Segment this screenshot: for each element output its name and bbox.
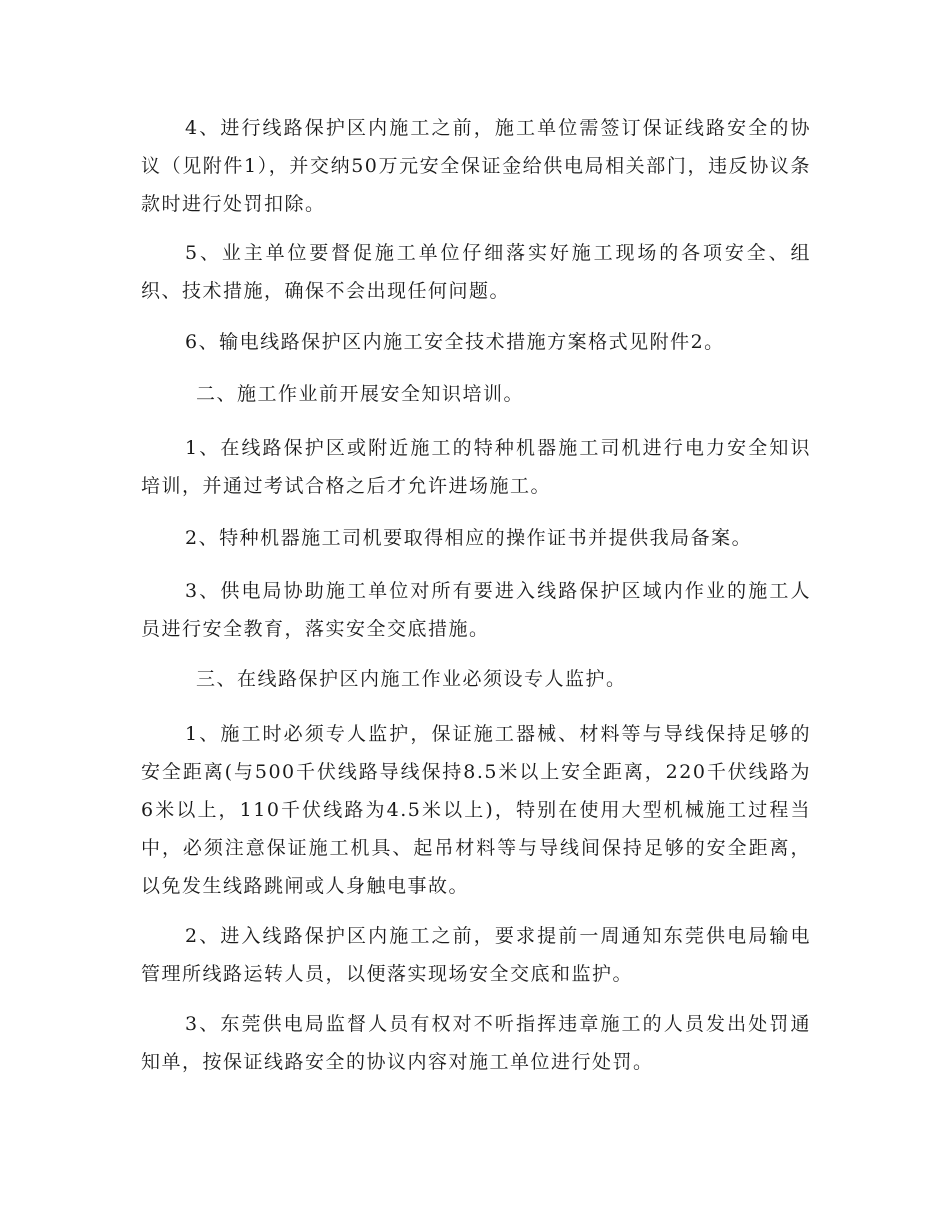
paragraph-safety-education: 3、供电局协助施工单位对所有要进入线路保护区域内作业的施工人员进行安全教育，落实安全交底措施。 (141, 580, 811, 640)
paragraph-deposit-agreement: 4、进行线路保护区内施工之前，施工单位需签订保证线路安全的协议（见附件1），并交纳50万元安全保证金给供电局相关部门，违反协议条款时进行处罚扣除。 (141, 117, 811, 215)
paragraph-driver-training: 1、在线路保护区或附近施工的特种机器施工司机进行电力安全知识培训，并通过考试合格之后才允许进场施工。 (141, 437, 811, 497)
paragraph-advance-notice: 2、进入线路保护区内施工之前，要求提前一周通知东莞供电局输电管理所线路运转人员，以便落实现场安全交底和监护。 (141, 925, 811, 985)
paragraph-owner-supervision: 5、业主单位要督促施工单位仔细落实好施工现场的各项安全、组织、技术措施，确保不会出现任何问题。 (141, 242, 811, 302)
paragraph-operator-certificate: 2、特种机器施工司机要取得相应的操作证书并提供我局备案。 (185, 527, 753, 549)
paragraph-safe-distance: 1、施工时必须专人监护，保证施工器械、材料等与导线保持足够的安全距离(与500千伏线路导线保持8.5米以上安全距离，220千伏线路为6米以上，110千伏线路为4.5米以上)，特别在使用大型机械施工过程当中，必须注意保证施工机具、起吊材料等与导线间保持足够的安全距离，以免发生线路跳闸或人身触电事故。 (141, 723, 811, 897)
paragraph-penalty-notice: 3、东莞供电局监督人员有权对不听指挥违章施工的人员发出处罚通知单，按保证线路安全的协议内容对施工单位进行处罚。 (141, 1013, 811, 1073)
section-heading-training: 二、施工作业前开展安全知识培训。 (196, 383, 525, 405)
paragraph-scheme-format: 6、输电线路保护区内施工安全技术措施方案格式见附件2。 (185, 331, 725, 353)
section-heading-supervision: 三、在线路保护区内施工作业必须设专人监护。 (196, 668, 627, 690)
